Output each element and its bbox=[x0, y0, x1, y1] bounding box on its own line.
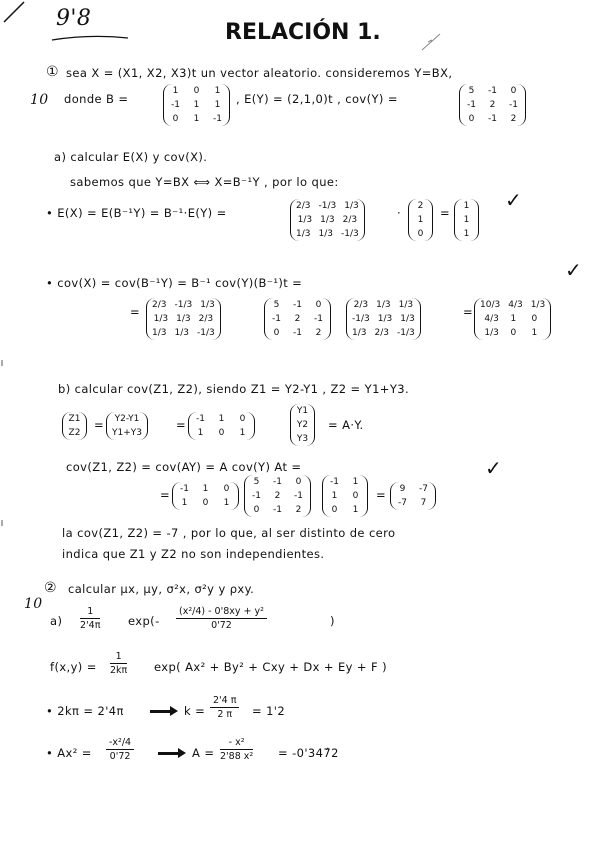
matrix-cell: 2 bbox=[489, 100, 496, 110]
matrix-cell: 2 bbox=[274, 491, 281, 501]
matrix-row bbox=[296, 418, 309, 432]
matrix-cell: 1/3 bbox=[484, 328, 499, 338]
matrix-cell: -1 bbox=[196, 414, 205, 424]
exp-close: ) bbox=[330, 614, 335, 628]
matrix-cell: -1 bbox=[294, 491, 303, 501]
matrix-cell: 2/3 bbox=[374, 328, 389, 338]
matrix-cell: 1 bbox=[214, 100, 221, 110]
matrix-cell: 2/3 bbox=[198, 314, 214, 324]
matrix-cell: 5 bbox=[273, 300, 280, 310]
matrix-row bbox=[270, 312, 325, 326]
matrix-cell: 0 bbox=[295, 477, 302, 487]
check-mark-3: ✓ bbox=[485, 456, 502, 480]
matrix-cell: 0 bbox=[417, 229, 424, 239]
matrix-cell: 5 bbox=[468, 86, 475, 96]
matrix-cell: Y1 bbox=[296, 406, 309, 416]
matrix-cell: Y1+Y3 bbox=[112, 428, 142, 438]
exercise2-intro: calcular μx, μy, σ²x, σ²y y ρxy. bbox=[68, 582, 255, 596]
matrix-cell: 2 bbox=[315, 328, 322, 338]
matrix-cell: -1 bbox=[272, 314, 281, 324]
matrix-cell: -1 bbox=[273, 505, 282, 515]
matrix-cell: 9 bbox=[399, 484, 406, 494]
matrix-cell: 4/3 bbox=[508, 300, 523, 310]
matrix-cell: 10/3 bbox=[480, 300, 501, 310]
matrix-row bbox=[328, 489, 362, 503]
matrix-row bbox=[465, 112, 520, 126]
matrix-cell: 1 bbox=[218, 414, 225, 424]
matrix-row bbox=[250, 489, 305, 503]
matrix-row bbox=[465, 84, 520, 98]
matrix-cell: 1 bbox=[172, 86, 179, 96]
matrix-cell: 4/3 bbox=[484, 314, 499, 324]
vector-Z-expr bbox=[106, 412, 148, 440]
matrix-cell: -1/3 bbox=[340, 229, 359, 239]
matrix-cell: 1 bbox=[197, 428, 204, 438]
page-title: RELACIÓN 1. bbox=[225, 20, 381, 45]
matrix-cell: 1/3 bbox=[398, 300, 414, 310]
matrix-covY bbox=[459, 84, 526, 126]
matrix-cell: 2/3 bbox=[342, 215, 358, 225]
check-mark-2: ✓ bbox=[565, 258, 582, 282]
ex-lhs: • E(X) = E(B⁻¹Y) = B⁻¹·E(Y) = bbox=[46, 206, 227, 220]
matrix-row bbox=[296, 227, 359, 241]
exp-general: exp( Ax² + By² + Cxy + Dx + Ey + F ) bbox=[154, 660, 387, 674]
k-lhs: • 2kπ = 2'4π bbox=[46, 704, 124, 718]
matrix-cell: -1 bbox=[314, 314, 323, 324]
matrix-row bbox=[178, 482, 233, 496]
matrix-cell: 0 bbox=[331, 505, 338, 515]
exercise1-line1: sea X = (X1, X2, X3)t un vector aleatorio. consideremos Y=BX, bbox=[66, 66, 453, 80]
matrix-B bbox=[163, 84, 230, 126]
matrix-cell: 2 bbox=[417, 201, 424, 211]
matrix-cell: 1 bbox=[510, 314, 517, 324]
matrix-row bbox=[352, 312, 415, 326]
matrix-row bbox=[460, 213, 473, 227]
matrix-cell: -1 bbox=[180, 484, 189, 494]
matrix-cell: 0 bbox=[531, 314, 538, 324]
matrix-cell: 0 bbox=[253, 505, 260, 515]
matrix-cell: 0 bbox=[172, 114, 179, 124]
matrix-row bbox=[396, 496, 430, 510]
matrix-row bbox=[270, 298, 325, 312]
exercise2-number: ② bbox=[44, 580, 57, 596]
fraction-3 bbox=[110, 651, 127, 676]
equals-sign: = bbox=[176, 418, 187, 432]
matrix-cell: -7 bbox=[398, 498, 407, 508]
matrix-row bbox=[152, 326, 215, 340]
scribble-mark bbox=[420, 30, 450, 54]
fraction-A bbox=[106, 737, 134, 762]
matrix-row bbox=[460, 199, 473, 213]
matrix-A-2 bbox=[172, 482, 239, 510]
matrix-cell: 0 bbox=[315, 300, 322, 310]
matrix-row bbox=[169, 84, 224, 98]
matrix-cell: 1/3 bbox=[153, 314, 169, 324]
matrix-A bbox=[188, 412, 255, 440]
matrix-cell: -1 bbox=[273, 477, 282, 487]
matrix-cell: -1/3 bbox=[196, 328, 215, 338]
exercise2-margin-mark: 10 bbox=[24, 596, 43, 612]
A-eq: A = bbox=[192, 746, 215, 760]
matrix-row bbox=[68, 412, 81, 426]
matrix-row bbox=[270, 326, 325, 340]
matrix-cell: 1/3 bbox=[318, 229, 333, 239]
equals-sign: = bbox=[440, 206, 451, 220]
matrix-row bbox=[250, 475, 305, 489]
matrix-row bbox=[152, 298, 215, 312]
matrix-cell: -7 bbox=[419, 484, 428, 494]
matrix-row bbox=[169, 112, 224, 126]
fraction-A2-den: 2'88 x² bbox=[220, 751, 254, 762]
equals-sign: = bbox=[94, 418, 105, 432]
matrix-cell: 1/3 bbox=[376, 300, 391, 310]
matrix-row bbox=[169, 98, 224, 112]
part-b-label: b) calcular cov(Z1, Z2), siendo Z1 = Y2-Y1 , Z2 = Y1+Y3. bbox=[58, 382, 410, 396]
matrix-row bbox=[414, 227, 427, 241]
matrix-BinvT bbox=[346, 298, 421, 340]
cov-lhs: • cov(X) = cov(B⁻¹Y) = B⁻¹ cov(Y)(B⁻¹)t = bbox=[46, 276, 303, 290]
matrix-row bbox=[178, 496, 233, 510]
matrix-cell: 2/3 bbox=[353, 300, 369, 310]
arrow-right-icon bbox=[150, 710, 172, 713]
exercise1-line2a: donde B = bbox=[64, 92, 129, 106]
matrix-cell: 0 bbox=[352, 491, 359, 501]
matrix-Binv-2 bbox=[146, 298, 221, 340]
matrix-row bbox=[396, 482, 430, 496]
matrix-cell: 5 bbox=[253, 477, 260, 487]
fraction-k-den: 2 π bbox=[217, 709, 233, 720]
matrix-cell: 1 bbox=[352, 505, 359, 515]
equals-AY: = A·Y. bbox=[328, 418, 364, 432]
matrix-cell: 0 bbox=[202, 498, 209, 508]
matrix-cell: 1/3 bbox=[352, 328, 367, 338]
fraction-k bbox=[210, 695, 239, 720]
matrix-row bbox=[460, 227, 473, 241]
matrix-cell: -1/3 bbox=[318, 201, 337, 211]
matrix-cell: 1 bbox=[463, 229, 470, 239]
matrix-cell: 0 bbox=[239, 414, 246, 424]
matrix-cell: Y3 bbox=[296, 434, 309, 444]
matrix-EY bbox=[408, 199, 433, 241]
matrix-At bbox=[322, 475, 368, 517]
matrix-row bbox=[296, 432, 309, 446]
fraction-1-den: 2'4π bbox=[80, 620, 101, 631]
fraction-k-num: 2'4 π bbox=[210, 695, 239, 708]
matrix-row bbox=[194, 426, 249, 440]
matrix-cell: 1/3 bbox=[400, 314, 415, 324]
matrix-cell: Y2-Y1 bbox=[114, 414, 140, 424]
edge-tick-marks bbox=[0, 350, 10, 530]
matrix-cell: -1 bbox=[213, 114, 222, 124]
fraction-A-den: 0'72 bbox=[109, 751, 131, 762]
matrix-cell: 1 bbox=[531, 328, 538, 338]
exercise1-number: ① bbox=[46, 64, 59, 80]
matrix-row bbox=[328, 503, 362, 517]
fraction-A-num: -x²/4 bbox=[106, 737, 134, 750]
matrix-row bbox=[194, 412, 249, 426]
matrix-cell: 2 bbox=[294, 314, 301, 324]
dot-operator: · bbox=[397, 206, 402, 220]
fraction-1-num: 1 bbox=[80, 606, 100, 619]
matrix-cell: 1 bbox=[202, 484, 209, 494]
matrix-cell: 1/3 bbox=[174, 328, 189, 338]
matrix-cell: -1 bbox=[488, 86, 497, 96]
k-result: = 1'2 bbox=[252, 704, 286, 718]
matrix-cell: 1 bbox=[417, 215, 424, 225]
fraction-2-num: (x²/4) - 0'8xy + y² bbox=[176, 606, 267, 619]
check-mark-1: ✓ bbox=[505, 188, 522, 212]
arrow-right-icon bbox=[158, 752, 180, 755]
fxy-label: f(x,y) = bbox=[50, 660, 97, 674]
part-a-label: a) calcular E(X) y cov(X). bbox=[54, 150, 208, 164]
matrix-covX bbox=[474, 298, 551, 340]
matrix-cell: 0 bbox=[218, 428, 225, 438]
matrix-EX bbox=[454, 199, 479, 241]
k-eq: k = bbox=[184, 704, 206, 718]
fraction-A2-num: - x² bbox=[220, 737, 253, 750]
matrix-cell: -1 bbox=[252, 491, 261, 501]
fraction-1 bbox=[80, 606, 100, 631]
matrix-cell: -1/3 bbox=[352, 314, 370, 324]
matrix-cell: 1/3 bbox=[176, 314, 191, 324]
matrix-row bbox=[414, 199, 427, 213]
matrix-row bbox=[352, 298, 415, 312]
matrix-cell: -1 bbox=[293, 328, 302, 338]
covZ-lhs: cov(Z1, Z2) = cov(AY) = A cov(Y) At = bbox=[66, 460, 302, 474]
vector-Y bbox=[290, 404, 315, 446]
matrix-row bbox=[68, 426, 81, 440]
A-result: = -0'347̂2 bbox=[278, 746, 339, 760]
matrix-cell: 2/3 bbox=[296, 201, 311, 211]
matrix-cell: 2 bbox=[510, 114, 517, 124]
matrix-cell: 1/3 bbox=[530, 300, 546, 310]
matrix-cell: 1 bbox=[193, 100, 200, 110]
matrix-cell: 1 bbox=[214, 86, 221, 96]
part-a2-label: a) bbox=[50, 614, 63, 628]
matrix-cell: -1/3 bbox=[174, 300, 193, 310]
matrix-cell: 1 bbox=[239, 428, 246, 438]
exercise1-margin-mark: 10 bbox=[30, 92, 49, 108]
grade-underline bbox=[50, 34, 130, 44]
matrix-row bbox=[328, 475, 362, 489]
matrix-cell: 1/3 bbox=[344, 201, 359, 211]
matrix-row bbox=[296, 404, 309, 418]
matrix-cell: Y2 bbox=[296, 420, 309, 430]
matrix-row bbox=[152, 312, 215, 326]
matrix-row bbox=[414, 213, 427, 227]
A-lhs: • Ax² = bbox=[46, 746, 92, 760]
matrix-cell: 1/3 bbox=[297, 215, 313, 225]
matrix-cell: 0 bbox=[223, 484, 230, 494]
matrix-cell: -1 bbox=[488, 114, 497, 124]
corner-stroke bbox=[0, 0, 40, 30]
matrix-cell: 0 bbox=[510, 86, 517, 96]
matrix-cell: -1 bbox=[509, 100, 518, 110]
part-a-text: sabemos que Y=BX ⟺ X=B⁻¹Y , por lo que: bbox=[70, 175, 339, 189]
matrix-row bbox=[480, 326, 545, 340]
matrix-cell: -1 bbox=[293, 300, 302, 310]
matrix-cell: 1 bbox=[463, 215, 470, 225]
matrix-cell: 1 bbox=[181, 498, 188, 508]
equals-sign: = bbox=[160, 488, 171, 502]
matrix-cell: 2 bbox=[295, 505, 302, 515]
matrix-covY-2 bbox=[264, 298, 331, 340]
matrix-row bbox=[480, 312, 545, 326]
matrix-cell: 1/3 bbox=[377, 314, 393, 324]
matrix-row bbox=[296, 199, 359, 213]
exp-open: exp(- bbox=[128, 614, 160, 628]
matrix-cell: 0 bbox=[510, 328, 517, 338]
matrix-cell: 1 bbox=[331, 491, 338, 501]
matrix-cell: 1/3 bbox=[296, 229, 311, 239]
equals-sign: = bbox=[463, 305, 474, 319]
matrix-Binv bbox=[290, 199, 365, 241]
matrix-row bbox=[352, 326, 415, 340]
matrix-cell: Z1 bbox=[68, 414, 81, 424]
matrix-cell: -1 bbox=[467, 100, 476, 110]
matrix-cell: 0 bbox=[193, 86, 200, 96]
matrix-row bbox=[250, 503, 305, 517]
exercise1-line2b: , E(Y) = (2,1,0)t , cov(Y) = bbox=[236, 92, 398, 106]
fraction-3-num: 1 bbox=[110, 651, 127, 664]
matrix-cell: 1/3 bbox=[152, 328, 167, 338]
fraction-A2 bbox=[220, 737, 253, 762]
grade-score: 9'8 bbox=[56, 6, 92, 31]
matrix-row bbox=[296, 213, 359, 227]
matrix-cell: 0 bbox=[273, 328, 280, 338]
matrix-cell: 1/3 bbox=[320, 215, 335, 225]
fraction-2-den: 0'72 bbox=[211, 620, 232, 631]
matrix-row bbox=[480, 298, 545, 312]
matrix-cell: 1 bbox=[352, 477, 359, 487]
fraction-2 bbox=[176, 606, 267, 631]
matrix-covZ bbox=[390, 482, 436, 510]
matrix-cell: 1 bbox=[463, 201, 470, 211]
matrix-row bbox=[112, 426, 142, 440]
matrix-cell: 1 bbox=[223, 498, 230, 508]
matrix-cell: Z2 bbox=[68, 428, 81, 438]
conclusion-line1: la cov(Z1, Z2) = -7 , por lo que, al ser distinto de cero bbox=[62, 526, 396, 540]
matrix-covY-3 bbox=[244, 475, 311, 517]
matrix-cell: 1 bbox=[193, 114, 200, 124]
equals-sign: = bbox=[130, 305, 141, 319]
matrix-cell: 7 bbox=[420, 498, 427, 508]
equals-sign: = bbox=[376, 488, 387, 502]
matrix-row bbox=[112, 412, 142, 426]
matrix-row bbox=[465, 98, 520, 112]
matrix-cell: 1/3 bbox=[200, 300, 215, 310]
vector-Z bbox=[62, 412, 87, 440]
matrix-cell: -1 bbox=[330, 477, 339, 487]
matrix-cell: -1/3 bbox=[396, 328, 415, 338]
conclusion-line2: indica que Z1 y Z2 no son independientes. bbox=[62, 547, 325, 561]
matrix-cell: -1 bbox=[171, 100, 180, 110]
matrix-cell: 0 bbox=[468, 114, 475, 124]
fraction-3-den: 2kπ bbox=[110, 665, 128, 676]
matrix-cell: 2/3 bbox=[152, 300, 167, 310]
